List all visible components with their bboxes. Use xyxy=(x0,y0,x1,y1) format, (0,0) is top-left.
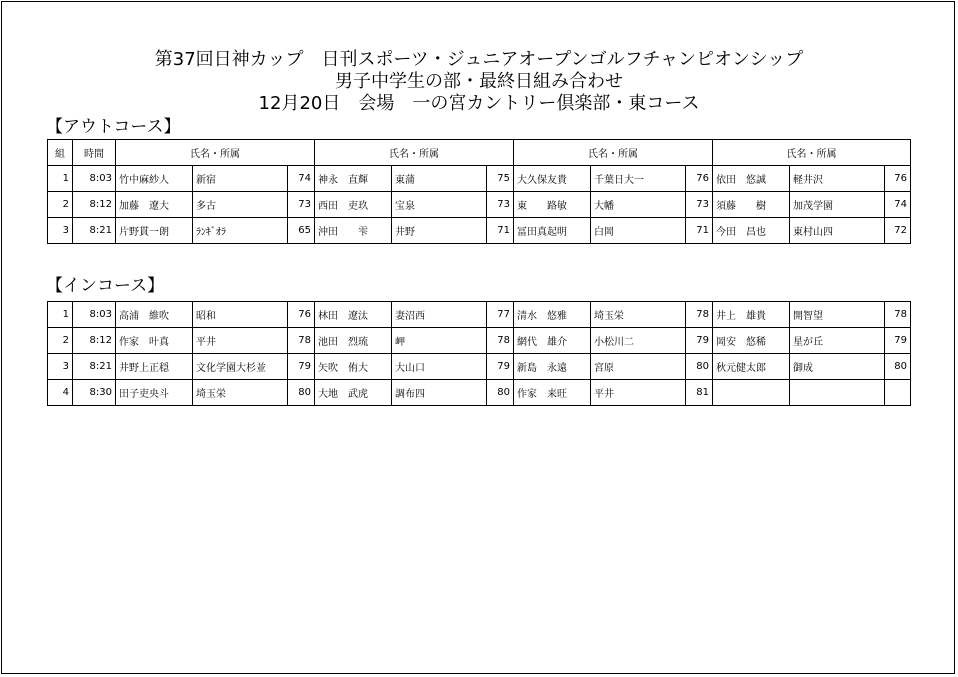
table-row xyxy=(48,166,911,192)
player-score: 71 xyxy=(686,218,713,244)
group-number: 2 xyxy=(48,328,73,354)
player-score: 76 xyxy=(288,302,315,328)
player-affiliation: 御成 xyxy=(790,354,885,380)
player-name: 大久保友貴 xyxy=(514,166,591,192)
player-affiliation: 開智望 xyxy=(790,302,885,328)
player-name: 沖田 雫 xyxy=(315,218,392,244)
player-score xyxy=(885,380,911,406)
page-subtitle: 男子中学生の部・最終日組み合わせ xyxy=(335,71,623,92)
player-affiliation: 平井 xyxy=(193,328,288,354)
tee-time: 8:12 xyxy=(73,328,116,354)
player-affiliation: 大幡 xyxy=(591,192,686,218)
player-header: 氏名・所属 xyxy=(514,140,713,166)
player-affiliation: 千葉日大一 xyxy=(591,166,686,192)
player-affiliation: ﾗﾝｷﾞｵﾗ xyxy=(193,218,288,244)
player-score: 81 xyxy=(686,380,713,406)
player-name: 新島 永遠 xyxy=(514,354,591,380)
player-score: 78 xyxy=(885,302,911,328)
player-score: 78 xyxy=(487,328,514,354)
player-name: 井上 雄貴 xyxy=(713,302,790,328)
player-affiliation: 東蒲 xyxy=(392,166,487,192)
player-affiliation: 東村山四 xyxy=(790,218,885,244)
player-name: 竹中麻紗人 xyxy=(116,166,193,192)
time-header: 時間 xyxy=(73,140,116,166)
player-affiliation: 調布四 xyxy=(392,380,487,406)
player-name: 神永 直輝 xyxy=(315,166,392,192)
player-score: 79 xyxy=(885,328,911,354)
player-name: 矢吹 侑大 xyxy=(315,354,392,380)
player-name xyxy=(713,380,790,406)
tee-time: 8:21 xyxy=(73,218,116,244)
group-number: 1 xyxy=(48,166,73,192)
out-course-table xyxy=(47,139,911,244)
player-header: 氏名・所属 xyxy=(315,140,514,166)
tee-time: 8:21 xyxy=(73,354,116,380)
player-score: 79 xyxy=(487,354,514,380)
player-affiliation: 多古 xyxy=(193,192,288,218)
player-affiliation: 井野 xyxy=(392,218,487,244)
table-row xyxy=(48,192,911,218)
player-name: 高浦 維吹 xyxy=(116,302,193,328)
player-score: 78 xyxy=(288,328,315,354)
player-score: 73 xyxy=(288,192,315,218)
player-score: 76 xyxy=(686,166,713,192)
table-row xyxy=(48,218,911,244)
player-header: 氏名・所属 xyxy=(713,140,911,166)
player-name: 池田 烈琉 xyxy=(315,328,392,354)
player-affiliation xyxy=(790,380,885,406)
player-score: 74 xyxy=(288,166,315,192)
player-score: 79 xyxy=(288,354,315,380)
player-affiliation: 白岡 xyxy=(591,218,686,244)
player-name: 片野貫一朗 xyxy=(116,218,193,244)
group-number: 2 xyxy=(48,192,73,218)
player-name: 井野上正穏 xyxy=(116,354,193,380)
group-number: 3 xyxy=(48,354,73,380)
player-score: 79 xyxy=(686,328,713,354)
player-affiliation: 新宿 xyxy=(193,166,288,192)
page-title: 第37回日神カップ 日刊スポーツ・ジュニアオープンゴルフチャンピオンシップ xyxy=(154,49,804,70)
player-name: 西田 吏玖 xyxy=(315,192,392,218)
table-row xyxy=(48,354,911,380)
player-name: 大地 武虎 xyxy=(315,380,392,406)
player-affiliation: 宮原 xyxy=(591,354,686,380)
player-affiliation: 平井 xyxy=(591,380,686,406)
player-score: 80 xyxy=(288,380,315,406)
player-affiliation: 大山口 xyxy=(392,354,487,380)
player-name: 東 路敏 xyxy=(514,192,591,218)
player-name: 須藤 樹 xyxy=(713,192,790,218)
player-score: 71 xyxy=(487,218,514,244)
tee-time: 8:03 xyxy=(73,166,116,192)
player-name: 冨田真起明 xyxy=(514,218,591,244)
player-name: 作家 叶真 xyxy=(116,328,193,354)
player-affiliation: 小松川二 xyxy=(591,328,686,354)
group-number: 4 xyxy=(48,380,73,406)
player-score: 72 xyxy=(885,218,911,244)
player-name: 清水 悠雅 xyxy=(514,302,591,328)
player-affiliation: 文化学園大杉並 xyxy=(193,354,288,380)
in-course-table xyxy=(47,301,911,406)
player-score: 77 xyxy=(487,302,514,328)
group-header: 組 xyxy=(48,140,73,166)
player-name: 岡安 悠稀 xyxy=(713,328,790,354)
player-score: 80 xyxy=(686,354,713,380)
player-name: 作家 来旺 xyxy=(514,380,591,406)
date-venue-line: 12月20日 会場 一の宮カントリー倶楽部・東コース xyxy=(258,93,700,114)
group-number: 1 xyxy=(48,302,73,328)
player-score: 80 xyxy=(487,380,514,406)
table-row xyxy=(48,380,911,406)
table-row xyxy=(48,328,911,354)
player-name: 加藤 遼大 xyxy=(116,192,193,218)
player-score: 76 xyxy=(885,166,911,192)
player-score: 80 xyxy=(885,354,911,380)
tee-time: 8:30 xyxy=(73,380,116,406)
player-affiliation: 加茂学園 xyxy=(790,192,885,218)
player-score: 75 xyxy=(487,166,514,192)
player-affiliation: 埼玉栄 xyxy=(591,302,686,328)
player-score: 73 xyxy=(487,192,514,218)
player-affiliation: 妻沼西 xyxy=(392,302,487,328)
player-score: 74 xyxy=(885,192,911,218)
player-affiliation: 軽井沢 xyxy=(790,166,885,192)
player-name: 網代 雄介 xyxy=(514,328,591,354)
player-name: 依田 悠誠 xyxy=(713,166,790,192)
player-name: 今田 昌也 xyxy=(713,218,790,244)
player-affiliation: 星が丘 xyxy=(790,328,885,354)
player-affiliation: 昭和 xyxy=(193,302,288,328)
table-row xyxy=(48,302,911,328)
group-number: 3 xyxy=(48,218,73,244)
table-header-row xyxy=(48,140,911,166)
player-affiliation: 岬 xyxy=(392,328,487,354)
tee-time: 8:03 xyxy=(73,302,116,328)
player-score: 78 xyxy=(686,302,713,328)
player-name: 田子吏央斗 xyxy=(116,380,193,406)
player-affiliation: 埼玉栄 xyxy=(193,380,288,406)
out-course-heading: 【アウトコース】 xyxy=(46,117,181,137)
player-name: 秋元健太郎 xyxy=(713,354,790,380)
player-score: 65 xyxy=(288,218,315,244)
player-score: 73 xyxy=(686,192,713,218)
player-affiliation: 宝泉 xyxy=(392,192,487,218)
player-name: 林田 遼汰 xyxy=(315,302,392,328)
tee-time: 8:12 xyxy=(73,192,116,218)
in-course-heading: 【インコース】 xyxy=(46,276,165,296)
player-header: 氏名・所属 xyxy=(116,140,315,166)
